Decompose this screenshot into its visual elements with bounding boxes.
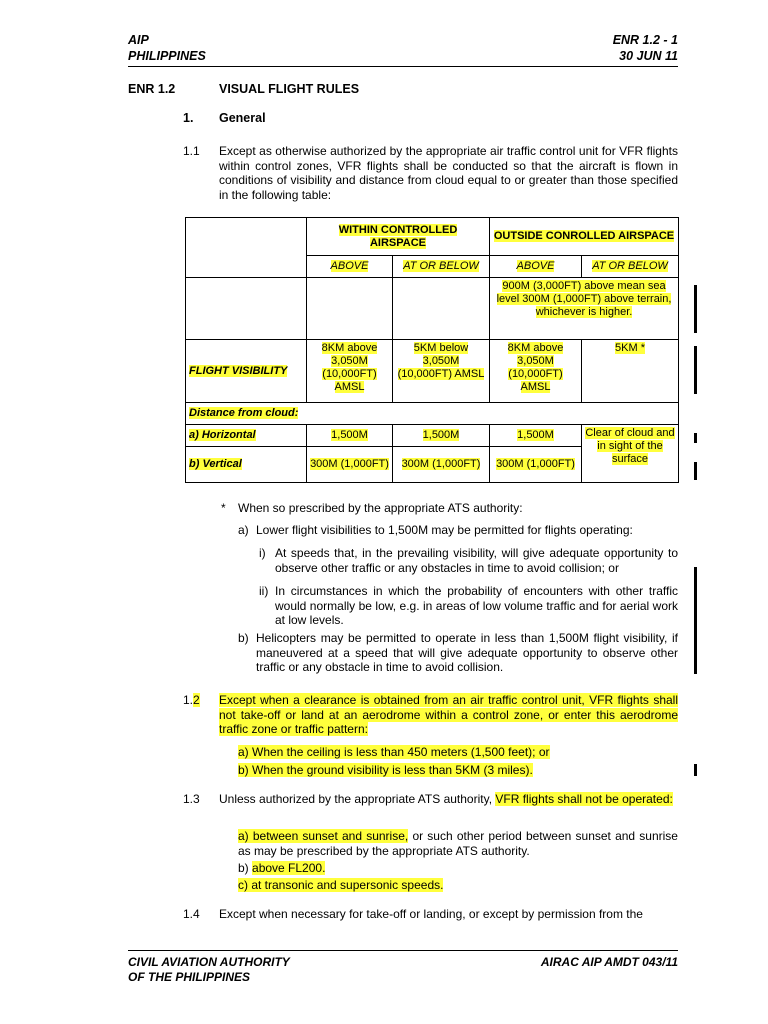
note-star-text: When so prescribed by the appropriate ATS authority: (238, 501, 523, 515)
footer-rule (128, 950, 678, 951)
note-ii-text: In circumstances in which the probability of encounters with other traffic would normally be low, e.g. in areas of low volume traffic and for aerial work at low levels. (275, 584, 678, 627)
vfr-minima-table (185, 217, 679, 483)
row-distance-from-cloud: Distance from cloud: (186, 403, 679, 425)
th-outside: OUTSIDE CONROLLED AIRSPACE (490, 218, 679, 256)
header-right (613, 32, 678, 64)
para-1-2-b: b) When the ground visibility is less than 5KM (3 miles). (238, 763, 533, 777)
horizontal-cell-3: 1,500M (490, 425, 582, 447)
vis-cell-2: 5KM below 3,050M (10,000FT) AMSL (393, 340, 490, 403)
general-title: General (219, 111, 266, 125)
para-1-3-c: c) at transonic and supersonic speeds. (238, 878, 444, 892)
empty-cell-1 (186, 278, 307, 340)
table-corner-cell (186, 218, 307, 278)
section-title: VISUAL FLIGHT RULES (219, 82, 360, 96)
footer-left (128, 955, 290, 985)
para-1-3-b: b) above FL200. (238, 861, 326, 875)
note-b-text: Helicopters may be permitted to operate in less than 1,500M flight visibility, if maneuvered at a speed that will give adequate opportunity to observe other traffic or any obstacle in time to avoid collision. (256, 631, 678, 674)
th-within: WITHIN CONTROLLED AIRSPACE (307, 218, 490, 256)
para-1-3-text: Unless authorized by the appropriate ATS authority, VFR flights shall not be operated: (219, 792, 673, 806)
footer-amendment: AIRAC AIP AMDT 043/11 (540, 955, 678, 969)
clear-of-cloud-cell: Clear of cloud and in sight of the surface (582, 425, 679, 483)
general-num: 1. (183, 111, 194, 125)
change-bar (694, 433, 697, 443)
change-bar (694, 764, 697, 776)
para-1-3-num: 1.3 (183, 792, 200, 806)
vertical-cell-3: 300M (1,000FT) (490, 447, 582, 483)
empty-cell-2 (307, 278, 393, 340)
vis-cell-4: 5KM * (582, 340, 679, 403)
vis-cell-3: 8KM above 3,050M (10,000FT) AMSL (490, 340, 582, 403)
note-i-label: i) (259, 546, 266, 560)
para-1-3-a: a) between sunset and sunrise, or such other period between sunset and sunrise as may be prescribed by the appropriate ATS authority. (238, 829, 678, 858)
para-1-1-text: Except as otherwise authorized by the appropriate air traffic control unit for VFR flights within control zones, VFR flights shall be conducted so that the aircraft is flown in conditions of visibility and distance from cloud equal to or greater than those specified in the following table: (219, 144, 678, 202)
section-code: ENR 1.2 (128, 82, 176, 96)
change-bar (694, 462, 697, 480)
row-flight-visibility: FLIGHT VISIBILITY (186, 340, 307, 403)
para-1-1-num: 1.1 (183, 144, 200, 158)
footer-country: OF THE PHILIPPINES (128, 970, 251, 984)
row-vertical: b) Vertical (186, 447, 307, 483)
header-page-ref: ENR 1.2 - 1 (612, 33, 678, 47)
vis-cell-1: 8KM above 3,050M (10,000FT) AMSL (307, 340, 393, 403)
vertical-cell-1: 300M (1,000FT) (307, 447, 393, 483)
change-bar (694, 567, 697, 674)
para-1-2-text: Except when a clearance is obtained from an air traffic control unit, VFR flights shall not take-off or land at an aerodrome within a control zone, or enter this aerodrome traffic zone or traffic pattern: (219, 693, 678, 736)
note-ii-label: ii) (259, 584, 269, 598)
para-1-4-num: 1.4 (183, 907, 200, 921)
header-left (128, 32, 206, 64)
th-at-or-below-1: AT OR BELOW (393, 256, 490, 278)
para-1-2-num: 1.2 (183, 693, 200, 707)
row-horizontal: a) Horizontal (186, 425, 307, 447)
change-bar (694, 346, 697, 394)
empty-cell-3 (393, 278, 490, 340)
header-country: PHILIPPINES (128, 49, 206, 63)
note-b-label: b) (238, 631, 249, 645)
header-aip: AIP (128, 33, 149, 47)
note-a-text: Lower flight visibilities to 1,500M may be permitted for flights operating: (256, 523, 633, 537)
footer-authority: CIVIL AVIATION AUTHORITY (128, 955, 290, 969)
altitude-note-cell: 900M (3,000FT) above mean sea level 300M (1,000FT) above terrain, whichever is higher. (490, 278, 679, 340)
th-above-1: ABOVE (307, 256, 393, 278)
horizontal-cell-1: 1,500M (307, 425, 393, 447)
header-date: 30 JUN 11 (619, 49, 678, 63)
th-above-2: ABOVE (490, 256, 582, 278)
para-1-2-a: a) When the ceiling is less than 450 meters (1,500 feet); or (238, 745, 550, 759)
para-1-4-text: Except when necessary for take-off or landing, or except by permission from the (219, 907, 643, 921)
note-star: * (221, 501, 226, 515)
horizontal-cell-2: 1,500M (393, 425, 490, 447)
change-bar (694, 285, 697, 333)
note-a-label: a) (238, 523, 249, 537)
vertical-cell-2: 300M (1,000FT) (393, 447, 490, 483)
header-rule (128, 66, 678, 67)
th-at-or-below-2: AT OR BELOW (582, 256, 679, 278)
note-i-text: At speeds that, in the prevailing visibility, will give adequate opportunity to observe other traffic or any obstacles in time to avoid collision; or (275, 546, 678, 575)
